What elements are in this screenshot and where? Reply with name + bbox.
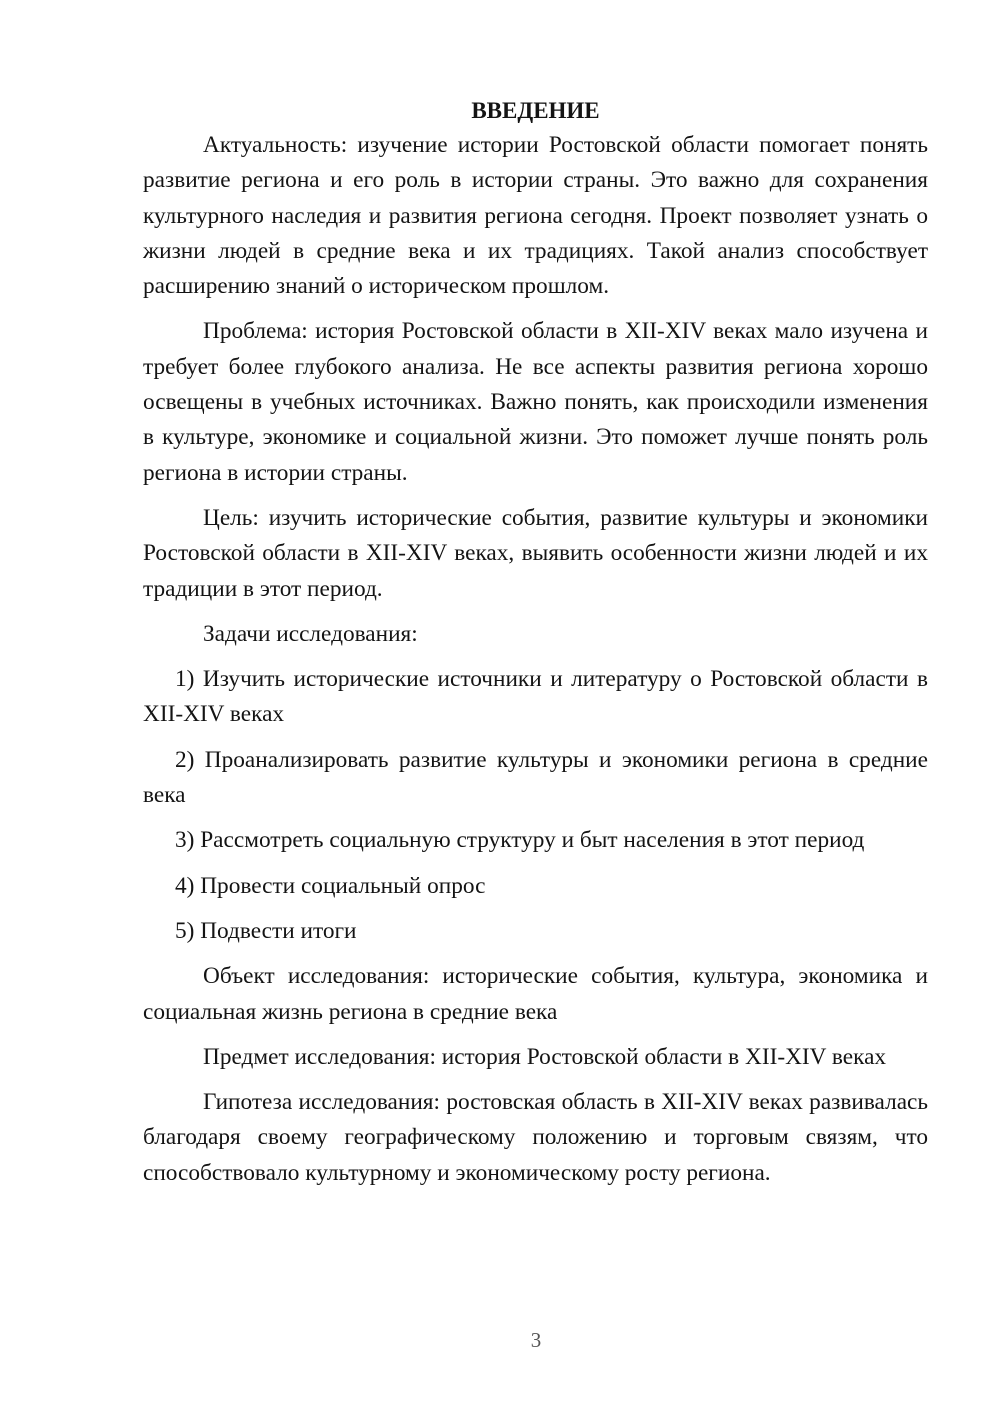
subject-paragraph: Предмет исследования: история Ростовской области в XII-XIV веках — [203, 1043, 887, 1070]
tasks-heading: Задачи исследования: — [203, 620, 418, 647]
document-page — [143, 93, 928, 1201]
task-item: 3) Рассмотреть социальную структуру и быт населения в этот период — [175, 827, 865, 854]
section-title: ВВЕДЕНИЕ — [471, 98, 600, 123]
task-item: 2) Проанализировать развитие культуры и экономики региона в средние века — [143, 746, 928, 809]
problem-paragraph: Проблема: история Ростовской области в XII-XIV веках мало изучена и требует более глубокого анализа. Не все аспекты развития региона хорошо освещены в учебных источниках. Важно понять, как происходили изменения в культуре, экономике и социальной жизни. Это поможет лучше понять роль региона в истории страны. — [143, 318, 928, 486]
task-item: 4) Провести социальный опрос — [175, 872, 486, 899]
goal-paragraph: Цель: изучить исторические события, развитие культуры и экономики Ростовской области в XII-XIV веках, выявить особенности жизни людей и их традиции в этот период. — [143, 504, 928, 602]
task-item: 1) Изучить исторические источники и литературу о Ростовской области в XII-XIV веках — [143, 666, 928, 728]
relevance-paragraph: Актуальность: изучение истории Ростовской области помогает понять развитие региона и его роль в истории страны. Это важно для сохранения культурного наследия и развития региона сегодня. Проект позволяет узнать о жизни людей в средние века и их традициях. Такой анализ способствует расширению знаний о историческом прошлом. — [143, 132, 928, 300]
object-paragraph: Объект исследования: исторические события, культура, экономика и социальная жизнь региона в средние века — [143, 963, 928, 1025]
hypothesis-paragraph: Гипотеза исследования: ростовская область в XII-XIV веках развивалась благодаря своему географическому положению и торговым связям, что способствовало культурному и экономическому росту региона. — [143, 1089, 928, 1186]
page-number: 3 — [530, 1328, 542, 1352]
task-item: 5) Подвести итоги — [175, 917, 357, 944]
